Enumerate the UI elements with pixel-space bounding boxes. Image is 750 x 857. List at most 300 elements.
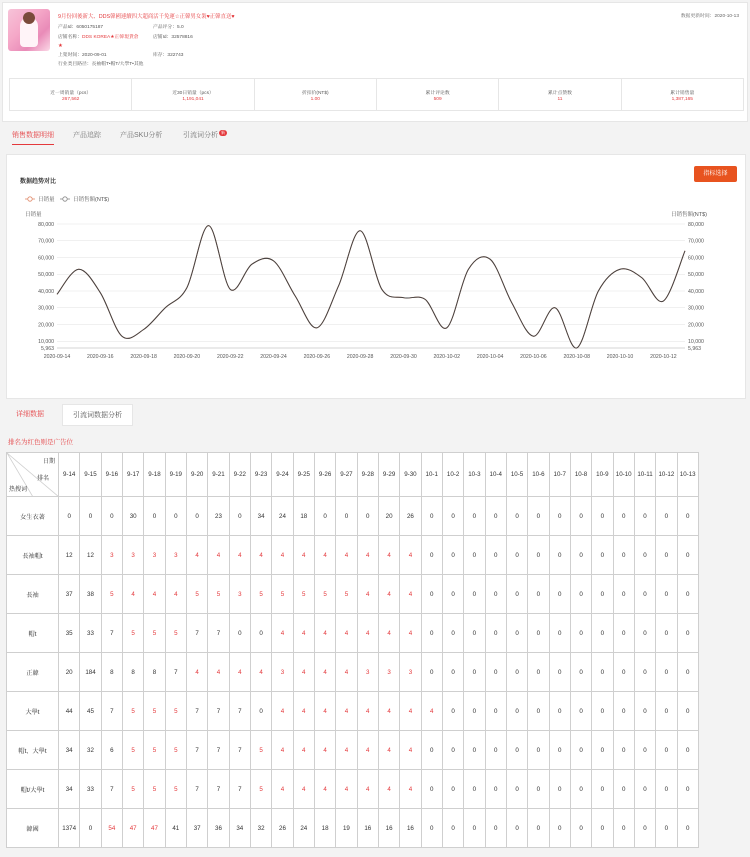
product-info-panel	[2, 2, 748, 122]
rank-cell: 0	[549, 536, 570, 575]
rank-cell: 0	[506, 614, 527, 653]
date-column-header: 9-21	[208, 453, 229, 497]
y-tick-label-left: 80,000	[38, 221, 54, 228]
rank-cell: 7	[186, 770, 207, 809]
rank-cell: 7	[229, 731, 250, 770]
tab-sales-detail[interactable]: 销售数据明细	[12, 130, 54, 145]
x-tick-label: 2020-09-30	[390, 354, 417, 360]
rank-cell: 4	[272, 536, 293, 575]
rank-cell: 0	[421, 770, 442, 809]
rank-cell: 0	[549, 653, 570, 692]
rank-cell: 0	[677, 536, 698, 575]
rank-cell: 4	[144, 575, 165, 614]
rank-cell: 4	[336, 731, 357, 770]
rank-cell: 0	[229, 614, 250, 653]
rank-cell: 0	[506, 809, 527, 848]
store-id-label: 店铺Id：	[153, 35, 172, 40]
rank-cell: 0	[442, 653, 463, 692]
keyword-cell: 女生衣著	[7, 497, 59, 536]
stat-value: 1,387,165	[671, 97, 693, 102]
rank-cell: 4	[357, 692, 378, 731]
rank-cell: 0	[464, 653, 485, 692]
product-rating-row	[153, 23, 184, 30]
rank-cell: 0	[442, 614, 463, 653]
rank-cell: 36	[208, 809, 229, 848]
rank-cell: 0	[421, 536, 442, 575]
date-column-header: 10-8	[570, 453, 591, 497]
stock-row	[153, 51, 183, 58]
rank-cell: 3	[101, 536, 122, 575]
rank-cell: 0	[421, 731, 442, 770]
store-name-row	[58, 33, 139, 40]
y-tick-label-right: 10,000	[688, 339, 704, 346]
keyword-cell: 韓國	[7, 809, 59, 848]
rank-cell: 24	[272, 497, 293, 536]
rank-cell: 4	[378, 614, 399, 653]
rank-cell: 5	[144, 692, 165, 731]
y-tick-label-right: 40,000	[688, 288, 704, 295]
x-tick-label: 2020-09-26	[303, 354, 331, 360]
rank-cell: 4	[378, 536, 399, 575]
stat-reviews	[377, 79, 499, 110]
store-id-row	[153, 33, 193, 40]
product-title-tail: ★	[58, 43, 63, 49]
rank-cell: 7	[101, 692, 122, 731]
x-tick-label: 2020-09-24	[260, 354, 287, 360]
date-column-header: 10-1	[421, 453, 442, 497]
rank-cell: 34	[250, 497, 271, 536]
rank-cell: 0	[677, 692, 698, 731]
subtab-keyword-data[interactable]: 引流词数据分析	[62, 404, 133, 426]
rank-cell: 7	[208, 731, 229, 770]
stat-discount-price	[255, 79, 377, 110]
product-rating: 5.0	[177, 25, 184, 30]
rank-cell: 0	[570, 731, 591, 770]
corner-date-label: 日期	[42, 459, 55, 465]
rank-cell: 0	[485, 497, 506, 536]
rank-cell: 0	[634, 731, 655, 770]
y-tick-label-left: 5,963	[41, 345, 54, 352]
product-id-row	[58, 23, 103, 30]
rank-cell: 0	[464, 497, 485, 536]
category-label: 行业类目路径：	[58, 62, 92, 67]
stat-label: 近一周销量（pcs）	[50, 91, 92, 96]
rank-cell: 4	[400, 614, 421, 653]
rank-cell: 35	[59, 614, 80, 653]
rank-cell: 0	[592, 575, 613, 614]
rank-cell: 0	[677, 731, 698, 770]
stat-30day-sales	[132, 79, 254, 110]
rank-cell: 5	[250, 731, 271, 770]
date-column-header: 10-13	[677, 453, 698, 497]
x-tick-label: 2020-09-22	[216, 354, 244, 360]
rank-cell: 0	[464, 809, 485, 848]
rank-cell: 0	[485, 536, 506, 575]
rank-cell: 0	[613, 731, 634, 770]
rank-cell: 0	[528, 575, 549, 614]
stat-label: 累计评论数	[425, 91, 450, 96]
date-column-header: 9-29	[378, 453, 399, 497]
rank-cell: 4	[357, 575, 378, 614]
listed-label: 上架时间：	[58, 53, 82, 58]
rank-cell: 34	[229, 809, 250, 848]
rank-cell: 0	[549, 770, 570, 809]
rank-cell: 0	[677, 770, 698, 809]
rank-cell: 44	[59, 692, 80, 731]
rank-cell: 0	[592, 809, 613, 848]
keyword-cell: 大學t	[7, 692, 59, 731]
y-axis-left-title: 日销量	[25, 212, 42, 218]
y-tick-label-left: 30,000	[38, 305, 54, 312]
rank-cell: 4	[400, 692, 421, 731]
rank-cell: 0	[570, 770, 591, 809]
rank-cell: 4	[186, 653, 207, 692]
rank-cell: 5	[165, 692, 186, 731]
y-tick-label-right: 30,000	[688, 305, 704, 312]
rank-cell: 0	[485, 692, 506, 731]
rank-cell: 41	[165, 809, 186, 848]
rank-cell: 4	[229, 653, 250, 692]
y-tick-label-left: 20,000	[38, 322, 54, 329]
table-row	[7, 770, 699, 809]
rank-cell: 0	[613, 653, 634, 692]
date-column-header: 9-26	[314, 453, 335, 497]
rank-cell: 0	[464, 614, 485, 653]
rank-cell: 4	[357, 770, 378, 809]
stat-value: 509	[433, 97, 442, 102]
rank-cell: 0	[485, 614, 506, 653]
rank-cell: 0	[421, 809, 442, 848]
y-tick-label-left: 50,000	[38, 272, 54, 279]
rank-cell: 34	[59, 731, 80, 770]
store-name-label: 店铺名称：	[58, 35, 82, 40]
rank-cell: 7	[186, 614, 207, 653]
rank-cell: 4	[378, 731, 399, 770]
rank-cell: 0	[250, 614, 271, 653]
store-name-link[interactable]: DDS KOREA★正韓現貨倉	[82, 35, 139, 40]
listed-row	[58, 51, 107, 58]
rank-cell: 0	[677, 497, 698, 536]
y-tick-label-left: 70,000	[38, 238, 54, 245]
rank-cell: 0	[613, 614, 634, 653]
product-thumbnail[interactable]	[8, 9, 50, 51]
update-value: 2020-10-13	[714, 14, 739, 19]
stat-label: 累计销售量	[670, 91, 695, 96]
rank-cell: 0	[485, 809, 506, 848]
stats-bar	[9, 78, 744, 111]
keyword-cell: 帽t、大學t	[7, 731, 59, 770]
y-tick-label-left: 10,000	[38, 339, 54, 346]
main-tabbar	[0, 126, 750, 146]
category-path: 長袖帽T•帽T/大學T•其他	[91, 62, 144, 67]
date-column-header: 9-18	[144, 453, 165, 497]
rank-cell: 0	[570, 497, 591, 536]
stat-value: 267,562	[61, 97, 80, 102]
subtab-detail-data[interactable]: 详细数据	[6, 404, 54, 426]
rank-cell: 4	[357, 536, 378, 575]
rank-cell: 0	[442, 536, 463, 575]
rank-cell: 5	[165, 770, 186, 809]
category-row	[58, 60, 143, 67]
rank-cell: 5	[314, 575, 335, 614]
rank-cell: 5	[250, 575, 271, 614]
rank-cell: 0	[421, 497, 442, 536]
x-tick-label: 2020-09-14	[43, 354, 71, 360]
rank-cell: 0	[656, 614, 677, 653]
y-axis-right-title: 日销售額(NT$)	[670, 212, 707, 218]
legend-marker	[63, 197, 67, 201]
rank-cell: 5	[144, 770, 165, 809]
rank-cell: 4	[272, 770, 293, 809]
rank-cell: 0	[634, 536, 655, 575]
rank-cell: 7	[208, 614, 229, 653]
keyword-cell: 帽t/大學t	[7, 770, 59, 809]
rank-cell: 4	[378, 575, 399, 614]
rank-cell: 26	[272, 809, 293, 848]
rank-cell: 0	[656, 536, 677, 575]
update-time	[681, 12, 739, 19]
rank-cell: 0	[80, 497, 101, 536]
rank-cell: 7	[165, 653, 186, 692]
rank-cell: 0	[549, 692, 570, 731]
rank-cell: 0	[314, 497, 335, 536]
x-tick-label: 2020-09-16	[87, 354, 114, 360]
rank-cell: 0	[59, 497, 80, 536]
stat-value: 1.00	[310, 97, 320, 102]
rank-cell: 16	[400, 809, 421, 848]
rank-cell: 37	[186, 809, 207, 848]
rank-cell: 6	[101, 731, 122, 770]
rank-cell: 4	[208, 653, 229, 692]
table-row	[7, 809, 699, 848]
date-column-header: 10-12	[656, 453, 677, 497]
date-column-header: 9-24	[272, 453, 293, 497]
stat-value: 1,191,041	[182, 97, 204, 102]
rank-cell: 0	[592, 692, 613, 731]
rank-cell: 4	[357, 614, 378, 653]
table-row	[7, 536, 699, 575]
date-column-header: 9-22	[229, 453, 250, 497]
rank-cell: 0	[592, 731, 613, 770]
stat-likes	[499, 79, 621, 110]
y-tick-label-right: 80,000	[688, 221, 704, 228]
y-tick-label-right: 70,000	[688, 238, 704, 245]
rank-cell: 1374	[59, 809, 80, 848]
rank-cell: 4	[229, 536, 250, 575]
new-badge: 新	[221, 130, 225, 135]
rank-cell: 8	[122, 653, 143, 692]
rank-cell: 0	[656, 770, 677, 809]
rank-cell: 0	[570, 692, 591, 731]
rank-cell: 0	[656, 809, 677, 848]
rank-cell: 5	[122, 770, 143, 809]
y-tick-label-left: 40,000	[38, 288, 54, 295]
store-id: 32578816	[171, 35, 193, 40]
rank-cell: 4	[378, 692, 399, 731]
rank-cell: 5	[293, 575, 314, 614]
tab-keyword-label: 引流词分析	[183, 132, 218, 139]
rank-cell: 4	[250, 536, 271, 575]
table-row	[7, 497, 699, 536]
rank-cell: 0	[528, 692, 549, 731]
legend-marker	[28, 197, 32, 201]
rank-cell: 4	[400, 575, 421, 614]
rank-cell: 0	[186, 497, 207, 536]
stat-label: 折扣价(NT$)	[301, 91, 329, 96]
date-column-header: 9-16	[101, 453, 122, 497]
y-tick-label-right: 60,000	[688, 255, 704, 262]
rank-cell: 0	[101, 497, 122, 536]
rank-cell: 8	[144, 653, 165, 692]
x-tick-label: 2020-09-20	[173, 354, 201, 360]
keyword-cell: 正韓	[7, 653, 59, 692]
keyword-cell: 長袖帽t	[7, 536, 59, 575]
tab-sku-analysis[interactable]: 产品SKU分析	[120, 132, 163, 139]
update-label: 数据更新时间：	[680, 14, 715, 19]
rank-cell: 47	[122, 809, 143, 848]
rank-cell: 5	[186, 575, 207, 614]
rank-cell: 0	[570, 809, 591, 848]
rank-cell: 4	[314, 614, 335, 653]
stock-value: 322743	[167, 53, 184, 58]
rank-cell: 0	[656, 731, 677, 770]
rank-cell: 184	[80, 653, 101, 692]
y-tick-label-right: 5,963	[688, 345, 701, 352]
chart-title: 数据趋势对比	[20, 179, 57, 185]
rank-cell: 5	[122, 731, 143, 770]
tab-product-tracking[interactable]: 产品追踪	[73, 132, 101, 139]
keyword-cell: 長袖	[7, 575, 59, 614]
stat-label: 累计点赞数	[547, 91, 572, 96]
rank-cell: 23	[208, 497, 229, 536]
rank-cell: 0	[549, 809, 570, 848]
product-id-label: 产品Id：	[58, 25, 77, 30]
rank-cell: 4	[122, 575, 143, 614]
rank-cell: 32	[80, 731, 101, 770]
rank-cell: 0	[464, 731, 485, 770]
rank-cell: 0	[442, 809, 463, 848]
rank-cell: 4	[293, 614, 314, 653]
rank-cell: 5	[122, 692, 143, 731]
rank-cell: 4	[293, 731, 314, 770]
rank-cell: 0	[613, 575, 634, 614]
date-column-header: 10-4	[485, 453, 506, 497]
rank-cell: 0	[592, 614, 613, 653]
stat-weekly-sales	[10, 79, 132, 110]
rank-cell: 3	[122, 536, 143, 575]
rank-cell: 18	[293, 497, 314, 536]
rank-cell: 0	[485, 770, 506, 809]
rank-cell: 0	[485, 575, 506, 614]
rank-cell: 47	[144, 809, 165, 848]
rank-cell: 5	[272, 575, 293, 614]
rank-cell: 0	[634, 614, 655, 653]
rank-cell: 19	[336, 809, 357, 848]
rank-cell: 0	[464, 770, 485, 809]
rank-cell: 0	[506, 653, 527, 692]
rank-cell: 4	[293, 692, 314, 731]
rank-cell: 4	[314, 653, 335, 692]
rank-cell: 5	[250, 770, 271, 809]
stat-label: 近30日销量（pcs）	[172, 91, 214, 96]
metric-select-button[interactable]: 指标选择	[694, 166, 737, 182]
rank-cell: 0	[549, 575, 570, 614]
rank-cell: 16	[357, 809, 378, 848]
rank-cell: 0	[656, 575, 677, 614]
rank-cell: 5	[101, 575, 122, 614]
rank-cell: 16	[378, 809, 399, 848]
rank-cell: 34	[59, 770, 80, 809]
rank-cell: 0	[634, 770, 655, 809]
product-title[interactable]: 9月份回後新大、DDS韓國連續四大超商活千免運☆正韓男女裝♥正韓直送♥	[58, 14, 235, 20]
rank-cell: 0	[506, 770, 527, 809]
rank-cell: 7	[208, 770, 229, 809]
rank-cell: 7	[229, 770, 250, 809]
rank-cell: 0	[677, 809, 698, 848]
rank-cell: 0	[613, 809, 634, 848]
rank-cell: 4	[336, 770, 357, 809]
rank-cell: 4	[400, 770, 421, 809]
rank-cell: 0	[549, 614, 570, 653]
rank-cell: 20	[59, 653, 80, 692]
rank-cell: 20	[378, 497, 399, 536]
rank-cell: 5	[208, 575, 229, 614]
rank-cell: 0	[421, 575, 442, 614]
rank-cell: 4	[272, 731, 293, 770]
rank-cell: 4	[400, 731, 421, 770]
rank-cell: 0	[165, 497, 186, 536]
rank-cell: 18	[314, 809, 335, 848]
rank-cell: 38	[80, 575, 101, 614]
rank-cell: 0	[528, 614, 549, 653]
rank-cell: 4	[250, 653, 271, 692]
date-column-header: 10-11	[634, 453, 655, 497]
legend-label: 日销售額(NT$)	[73, 197, 110, 203]
rank-cell: 0	[442, 575, 463, 614]
rank-cell: 24	[293, 809, 314, 848]
table-corner-header	[7, 453, 59, 497]
rank-cell: 32	[250, 809, 271, 848]
rank-cell: 3	[378, 653, 399, 692]
rank-cell: 0	[570, 614, 591, 653]
rank-cell: 0	[656, 497, 677, 536]
rank-cell: 0	[528, 497, 549, 536]
rank-cell: 54	[101, 809, 122, 848]
tab-keyword-analysis[interactable]	[183, 130, 227, 140]
series-line-daily-revenue	[57, 226, 685, 348]
rank-cell: 45	[80, 692, 101, 731]
date-column-header: 9-28	[357, 453, 378, 497]
rank-cell: 4	[421, 692, 442, 731]
rank-cell: 7	[101, 614, 122, 653]
rank-cell: 5	[336, 575, 357, 614]
rank-cell: 0	[464, 575, 485, 614]
table-row	[7, 575, 699, 614]
rank-cell: 0	[485, 731, 506, 770]
rank-cell: 0	[336, 497, 357, 536]
rank-cell: 0	[592, 653, 613, 692]
table-row	[7, 692, 699, 731]
rank-cell: 0	[506, 497, 527, 536]
rank-cell: 0	[421, 653, 442, 692]
date-column-header: 9-25	[293, 453, 314, 497]
rank-cell: 0	[634, 653, 655, 692]
rank-cell: 0	[613, 536, 634, 575]
rank-cell: 5	[122, 614, 143, 653]
rank-cell: 7	[208, 692, 229, 731]
date-column-header: 9-15	[80, 453, 101, 497]
rank-cell: 0	[528, 770, 549, 809]
